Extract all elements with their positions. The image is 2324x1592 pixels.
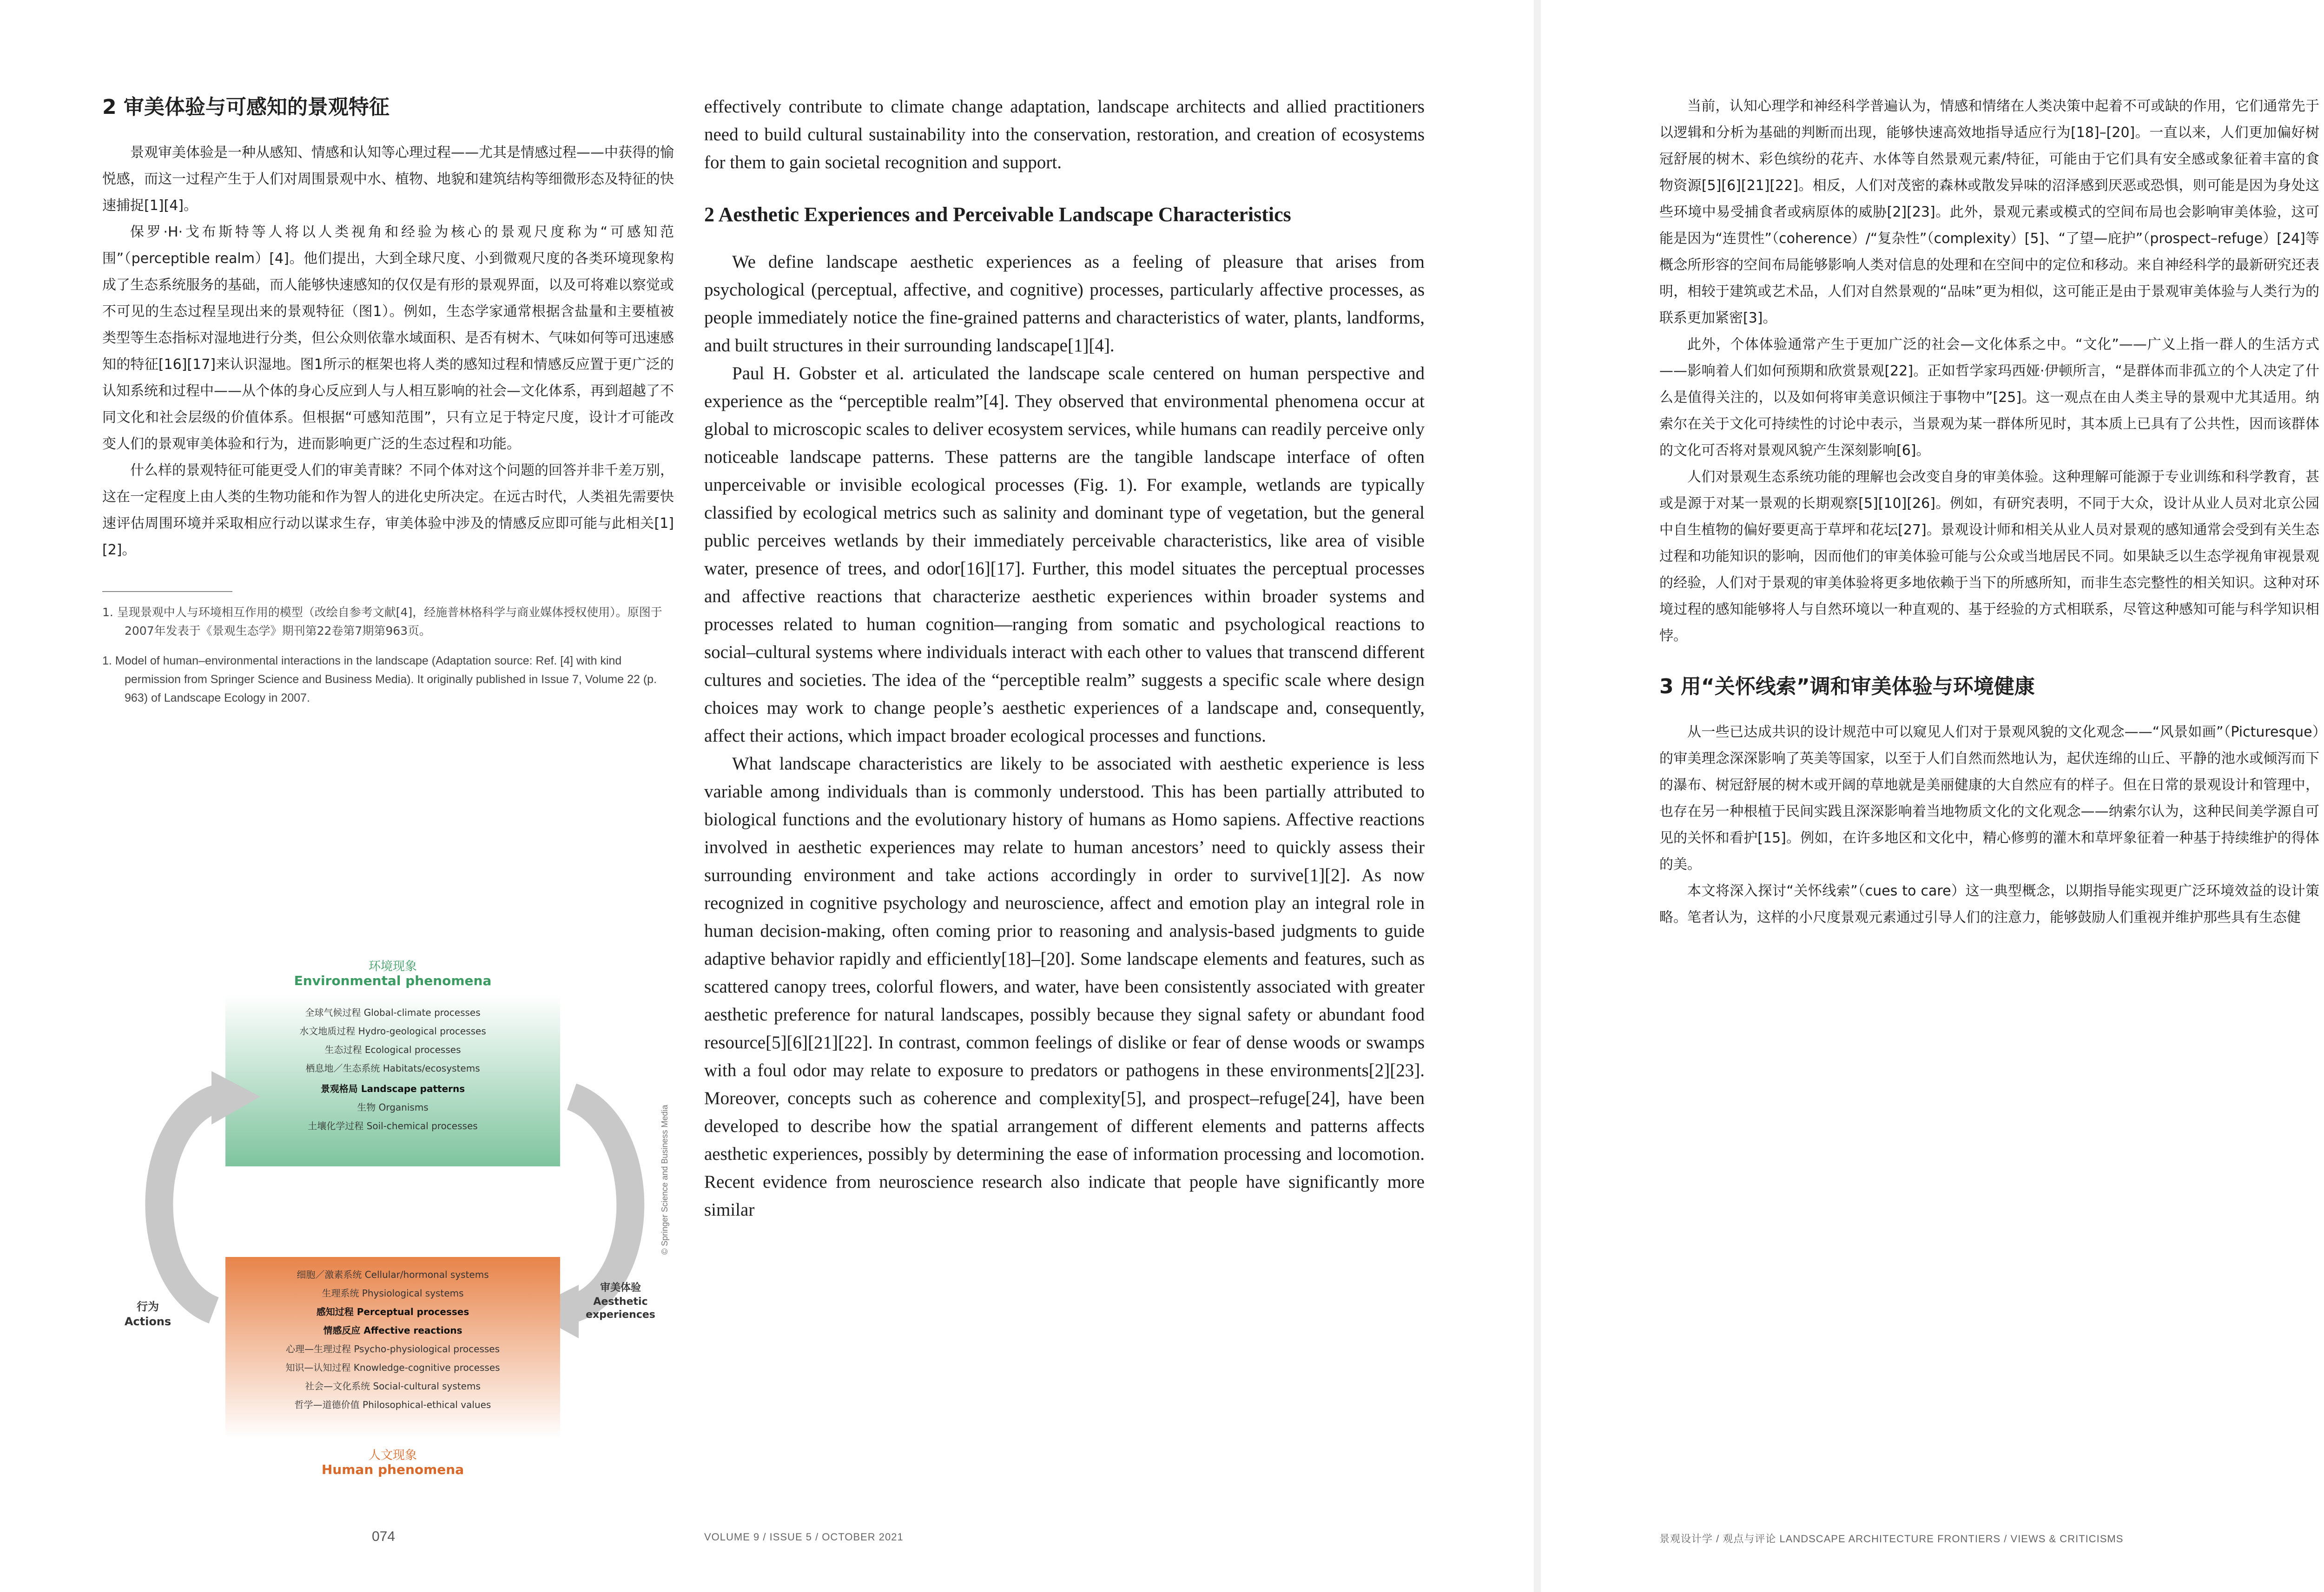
aesthetic-label-en: Aesthetic (593, 1296, 648, 1308)
en-paragraph: What landscape characteristics are likely to be associated with aesthetic experience is less variable among individuals than is commonly understood. This has been partially attributed to biological functions and the evolutionary history of humans as Homo sapiens. Affective reactions involved in aesthetic experiences may relate to human ancestors’ need to quickly assess their surrounding environment and take actions accordingly in order to survive[1][2]. As now recognized in cognitive psychology and neuroscience, affect and emotion play an integral role in human decision-making, often coming prior to reasoning and analysis-based judgments to guide adaptive behavior rapidly and efficiently[18]–[20]. Some landscape elements and features, such as scattered canopy trees, colorful flowers, and water, have been consistently associated with greater aesthetic preference for natural landscapes, possibly because they signal safety or abundant food resource[5][6][21][22]. In contrast, common feelings of dislike or fear of dense woods or swamps with a foul odor may relate to exposure to predators or pathogens in these environments[2][23]. Moreover, concepts such as coherence and complexity[5], and prospect–refuge[24], have been developed to describe how the spatial arrangement of different elements and patterns affects aesthetic experiences, possibly by determining the ease of information processing and locomotion. Recent evidence from neuroscience research also indicate that people have significantly more similar (704, 753, 1425, 1220)
figure-1-diagram (107, 957, 679, 1482)
zh-paragraph: 此外，个体体验通常产生于更加广泛的社会—文化体系之中。“文化”——广义上指一群人的生活方式——影响着人们如何预期和欣赏景观[22]。正如哲学家玛西娅·伊顿所言，“是群体而非孤立的个人决定了什么是值得关注的，以及如何将审美意识倾注于事物中”[25]。这一观点在由人类主导的景观中尤其适用。纳索尔在关于文化可持续性的讨论中表示，当景观为某一群体所见时，其本质上已具有了公共性，因而该群体的文化可否将对景观风貌产生深刻影响[6]。 (1659, 336, 2319, 459)
en-paragraph: Paul H. Gobster et al. articulated the landscape scale centered on human perspective and experience as the “perceptible realm”[4]. They observed that environmental phenomena occur at global to microscopic scales to deliver ecosystem services, while humans can readily perceive only noticeable landscape patterns. These patterns are the tangible landscape interface of often unperceivable or invisible ecological processes (Fig. 1). For example, wetlands are typically classified by ecological metrics such as salinity and dominant type of vegetation, but the general public perceives wetlands by their immediately perceivable characteristics, like area of visible water, presence of trees, and odor[16][17]. Further, this model situates the perceptual processes and affective reactions that characterize aesthetic experiences within broader systems and processes related to human cognition—ranging from somatic and psychological reactions to social–cultural systems where individuals interact with each other to values that transcend different cultures and societies. The idea of the “perceptible realm” suggests a specific scale where design choices may work to change people’s aesthetic experiences of a landscape and, consequently, affect their actions, which impact broader ecological processes and functions. (704, 363, 1425, 746)
env-label-en: Environmental phenomena (294, 973, 492, 988)
right-column-zh (1659, 93, 2319, 1487)
human-row: 细胞／激素系统 Cellular/hormonal systems (297, 1269, 489, 1280)
human-row-highlight: 感知过程 Perceptual processes (316, 1306, 469, 1317)
env-label-zh: 环境现象 (368, 960, 417, 974)
page-number-left: 074 (372, 1529, 396, 1544)
actions-label-zh: 行为 (137, 1300, 159, 1313)
footnote-zh: 1. 呈现景观中人与环境相互作用的模型（改绘自参考文献[4]，经施普林格科学与商业媒体授权使用）。原图于2007年发表于《景观生态学》期刊第22卷第7期第963页。 (102, 605, 662, 638)
section-2-heading-en: 2 Aesthetic Experiences and Perceivable Landscape Characteristics (704, 203, 1291, 226)
human-label-en: Human phenomena (321, 1462, 464, 1477)
zh-paragraph: 人们对景观生态系统功能的理解也会改变自身的审美体验。这种理解可能源于专业训练和科学教育，甚或是源于对某一景观的长期观察[5][10][26]。例如，有研究表明，不同于大众，设计从业人员对北京公园中自生植物的偏好要更高于草坪和花坛[27]。景观设计师和相关从业人员对景观的感知通常会受到有关生态过程和功能知识的影响，因而他们的审美体验可能与公众或当地居民不同。如果缺乏以生态学视角审视景观的经验，人们对于景观的审美体验将更多地依赖于当下的所感所知，而非生态完整性的相关知识。这种对环境过程的感知能够将人与自然环境以一种直观的、基于经验的方式相联系，尽管这种感知可能与科学知识相悖。 (1659, 469, 2319, 644)
footnote-rule (102, 591, 232, 592)
running-head-right: 景观设计学 / 观点与评论 LANDSCAPE ARCHITECTURE FRONTIERS / VIEWS & CRITICISMS (1659, 1533, 2124, 1545)
zh-paragraph: 保罗·H·戈布斯特等人将以人类视角和经验为核心的景观尺度称为“可感知范围”（perceptible realm）[4]。他们提出，大到全球尺度、小到微观尺度的各类环境现象构成了生态系统服务的基础，而人能够快速感知的仅仅是有形的景观界面，以及可将难以察觉或不可见的生态过程呈现出来的景观特征（图1）。例如，生态学家通常根据含盐量和主要植被类型等生态指标对湿地进行分类，但公众则依靠水域面积、是否有树木、气味如何等可迅速感知的特征[16][17]来认识湿地。图1所示的框架也将人类的感知过程和情感反应置于更广泛的认知系统和过程中——从个体的身心反应到人与人相互影响的社会—文化体系，再到超越了不同文化和社会层级的价值体系。但根据“可感知范围”，只有立足于特定尺度，设计才可能改变人们的景观审美体验和行为，进而影响更广泛的生态过程和功能。 (102, 224, 674, 452)
zh-paragraph: 从一些已达成共识的设计规范中可以窥见人们对于景观风貌的文化观念——“风景如画”（Picturesque）的审美理念深深影响了英美等国家，以至于人们自然而然地认为，起伏连绵的山丘、平静的池水或倾泻而下的瀑布、树冠舒展的树木或开阔的草地就是美丽健康的大自然应有的样子。但在日常的景观设计和管理中，也存在另一种根植于民间实践且深深影响着当地物质文化的文化观念——纳索尔认为，这种民间美学源自可见的关怀和看护[15]。例如，在许多地区和文化中，精心修剪的灌木和草坪象征着一种基于持续维护的得体的美。 (1659, 724, 2319, 873)
footnote-en: 1. Model of human–environmental interactions in the landscape (Adaptation source: Ref. [4] with kind permission from Springer Science and Business Media). It originally published in Issue 7, Volume 22 (p. 963) of Landscape Ecology in 2007. (102, 654, 657, 704)
human-row-highlight: 情感反应 Affective reactions (323, 1325, 462, 1336)
env-row: 水文地质过程 Hydro-geological processes (299, 1026, 486, 1037)
env-row: 土壤化学过程 Soil-chemical processes (308, 1120, 478, 1132)
page-gutter (1534, 0, 1541, 1592)
aesthetic-label-en2: experiences (586, 1309, 655, 1321)
zh-paragraph: 本文将深入探讨“关怀线索”（cues to care）这一典型概念，以期指导能实现更广泛环境效益的设计策略。笔者认为，这样的小尺度景观元素通过引导人们的注意力，能够鼓励人们重视并维护那些具有生态健 (1659, 882, 2319, 926)
en-paragraph: effectively contribute to climate change adaptation, landscape architects and allied practitioners need to build cultural sustainability into the conservation, restoration, and creation of ecosystems for them to gain societal recognition and support. (704, 97, 1425, 172)
human-row: 哲学—道德价值 Philosophical-ethical values (294, 1399, 491, 1410)
human-row: 心理—生理过程 Psycho-physiological processes (285, 1343, 500, 1355)
image-credit: © Springer Science and Business Media (660, 1105, 669, 1255)
env-row: 全球气候过程 Global-climate processes (305, 1007, 481, 1018)
human-row: 生理系统 Physiological systems (322, 1288, 464, 1299)
experience-arrow (567, 1097, 630, 1310)
section-3-heading-zh: 3 用“关怀线索”调和审美体验与环境健康 (1659, 675, 2035, 698)
env-row: 生态过程 Ecological processes (324, 1044, 461, 1055)
env-row: 生物 Organisms (357, 1102, 429, 1113)
env-row-highlight: 景观格局 Landscape patterns (320, 1083, 465, 1094)
actions-arrow (159, 1097, 223, 1310)
right-page (1541, 0, 2324, 1592)
running-head-left: VOLUME 9 / ISSUE 5 / OCTOBER 2021 (704, 1531, 904, 1543)
env-row: 栖息地／生态系统 Habitats/ecosystems (305, 1063, 480, 1074)
env-block (225, 994, 560, 1166)
actions-label-en: Actions (124, 1315, 172, 1328)
human-row: 社会—文化系统 Social-cultural systems (305, 1381, 481, 1392)
zh-paragraph: 景观审美体验是一种从感知、情感和认知等心理过程——尤其是情感过程——中获得的愉悦感，而这一过程产生于人们对周围景观中水、植物、地貌和建筑结构等细微形态及特征的快速捕捉[1][4]。 (102, 144, 674, 214)
human-label-zh: 人文现象 (368, 1448, 417, 1462)
en-paragraph: We define landscape aesthetic experiences as a feeling of pleasure that arises from psychological (perceptual, affective, and cognitive) processes, particularly affective processes, as people immediately notice the fine-grained patterns and characteristics of water, plants, landforms, and built structures in their surrounding landscape[1][4]. (704, 251, 1425, 355)
human-row: 知识—认知过程 Knowledge-cognitive processes (285, 1362, 500, 1373)
zh-paragraph: 什么样的景观特征可能更受人们的审美青睐？不同个体对这个问题的回答并非千差万别，这在一定程度上由人类的生物功能和作为智人的进化史所决定。在远古时代，人类祖先需要快速评估周围环境并采取相应行动以谋求生存，审美体验中涉及的情感反应即可能与此相关[1][2]。 (102, 462, 674, 558)
aesthetic-label-zh: 审美体验 (600, 1282, 641, 1294)
left-column-en (704, 93, 1425, 1487)
section-2-heading-zh: 2 审美体验与可感知的景观特征 (102, 95, 390, 119)
zh-paragraph: 当前，认知心理学和神经科学普遍认为，情感和情绪在人类决策中起着不可或缺的作用，它们通常先于以逻辑和分析为基础的判断而出现，能够快速高效地指导适应行为[18]–[20]。一直以来，人们更加偏好树冠舒展的树木、彩色缤纷的花卉、水体等自然景观元素/特征，可能由于它们具有安全感或象征着丰富的食物资源[5][6][21][22]。相反，人们对茂密的森林或散发异味的沼泽感到厌恶或恐惧，则可能是因为身处这些环境中易受捕食者或病原体的威胁[2][23]。此外，景观元素或模式的空间布局也会影响审美体验，这可能是因为“连贯性”（coherence）/“复杂性”（complexity）[5]、“了望—庇护”（prospect–refuge）[24]等概念所形容的空间布局能够影响人类对信息的处理和在空间中的定位和移动。来自神经科学的最新研究还表明，相较于建筑或艺术品，人们对自然景观的“品味”更为相似，这可能正是由于景观审美体验与人类行为的联系更加紧密[3]。 (1659, 98, 2319, 326)
